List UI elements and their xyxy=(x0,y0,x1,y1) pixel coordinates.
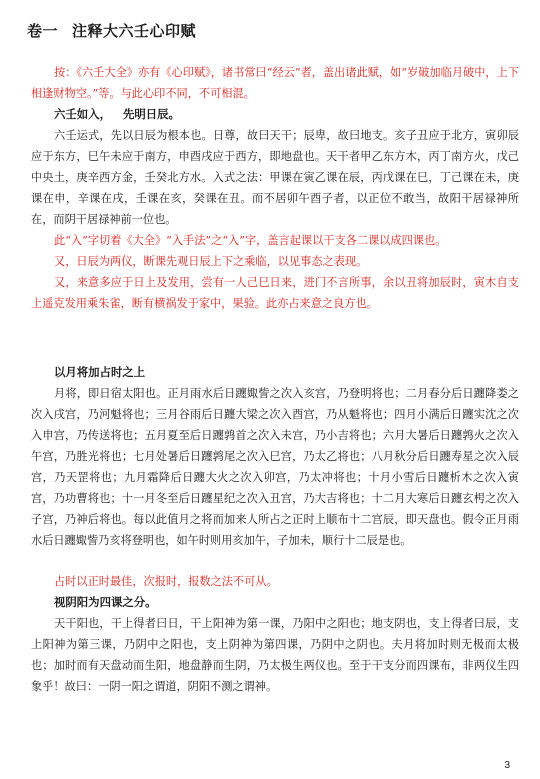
section1-note-3: 又，来意多应于日上及发用，尝有一人己巳日来，进门不言所事，余以丑将加辰时，寅木自支上遥克发用乘朱雀，断有横祸发于家中，果验。此亦占来意之良方也。 xyxy=(31,276,519,310)
section1-body: 六壬运式，先以日辰为根本也。日尊，故曰天干；辰卑，故曰地支。亥子丑应于北方，寅卯辰应于东方，巳午未应于南方，申酉戌应于西方，即地盘也。天干者甲乙东方木，丙丁南方火，戊己中央土，庚辛西方金，壬癸北方水。入式之法：甲课在寅乙课在辰，丙戊课在巳，丁己课在未，庚课在申，辛课在戌，壬课在亥，癸课在丑。而不居卯午酉子者，以正位不敢当，故阳干居禄神所在，而阴干居禄神前一位也。 xyxy=(31,129,519,226)
section2-note: 占时以正时最佳，次报时，报数之法不可从。 xyxy=(54,575,278,588)
section3-body: 天干阳也，干上得者曰日，干上阳神为第一课，乃阳中之阳也；地支阴也，支上得者曰辰，支上阳神为第三课，乃阴中之阳也，支上阴神为第四课，乃阴中之阴也。夫月将加时则无极而太极也；加时而有天盘动而生阳，地盘静而生阴，乃太极生两仪也。至于干支分而四课布，非两仪生四象乎！故曰：一阴一阳之谓道，阴阳不测之谓神。 xyxy=(31,617,519,693)
section2-heading: 以月将加占时之上 xyxy=(54,365,146,379)
section1-heading-b: 先明日辰。 xyxy=(122,107,180,121)
chapter-title xyxy=(27,20,196,41)
section1-heading-a: 六壬如入， xyxy=(54,107,111,121)
chapter-name: 注释大六壬心印赋 xyxy=(72,22,197,40)
section1-note-2: 又，日辰为两仪，断课先观日辰上下之乘临，以见事态之表现。 xyxy=(54,255,368,268)
chapter-number: 卷一 xyxy=(27,22,59,40)
section3-heading: 视阴阳为四课之分。 xyxy=(54,595,157,609)
page-number: 3 xyxy=(504,760,510,771)
section2-body: 月将，即日宿太阳也。正月雨水后日躔娵訾之次入亥宫，乃登明将也；二月春分后日躔降娄之次入戌宫，乃河魁将也；三月谷雨后日躔大梁之次入酉宫，乃从魁将也；四月小满后日躔实沈之次入申宫，乃传送将也；五月夏至后日躔鹑首之次入未宫，乃小吉将也；六月大暑后日躔鹑火之次入午宫，乃胜光将也；七月处暑后日躔鹑尾之次入巳宫，乃太乙将也；八月秋分后日躔寿星之次入辰宫，乃天罡将也；九月霜降后日躔大火之次入卯宫，乃太冲将也；十月小雪后日躔析木之次入寅宫，乃功曹将也；十一月冬至后日躔星纪之次入丑宫，乃大吉将也；十二月大寒后日躔玄枵之次入子宫，乃神后将也。每以此值月之将而加来人所占之正时上顺布十二宫辰，即天盘也。假令正月雨水后日躔娵訾乃亥将登明也，如午时则用亥加午，子加未，顺行十二辰是也。 xyxy=(31,387,519,547)
section1-note-1: 此“入”字切着《大全》“入手法”之“入”字，盖言起课以干支各二课以成四课也。 xyxy=(54,234,447,247)
section1-heading xyxy=(31,104,519,125)
intro-note: 按：《六壬大全》亦有《心印赋》，诸书常曰“经云”者，盖出诸此赋，如“岁破加临月破中，上下相逢财物空。”等。与此心印不同，不可相混。 xyxy=(31,66,519,100)
